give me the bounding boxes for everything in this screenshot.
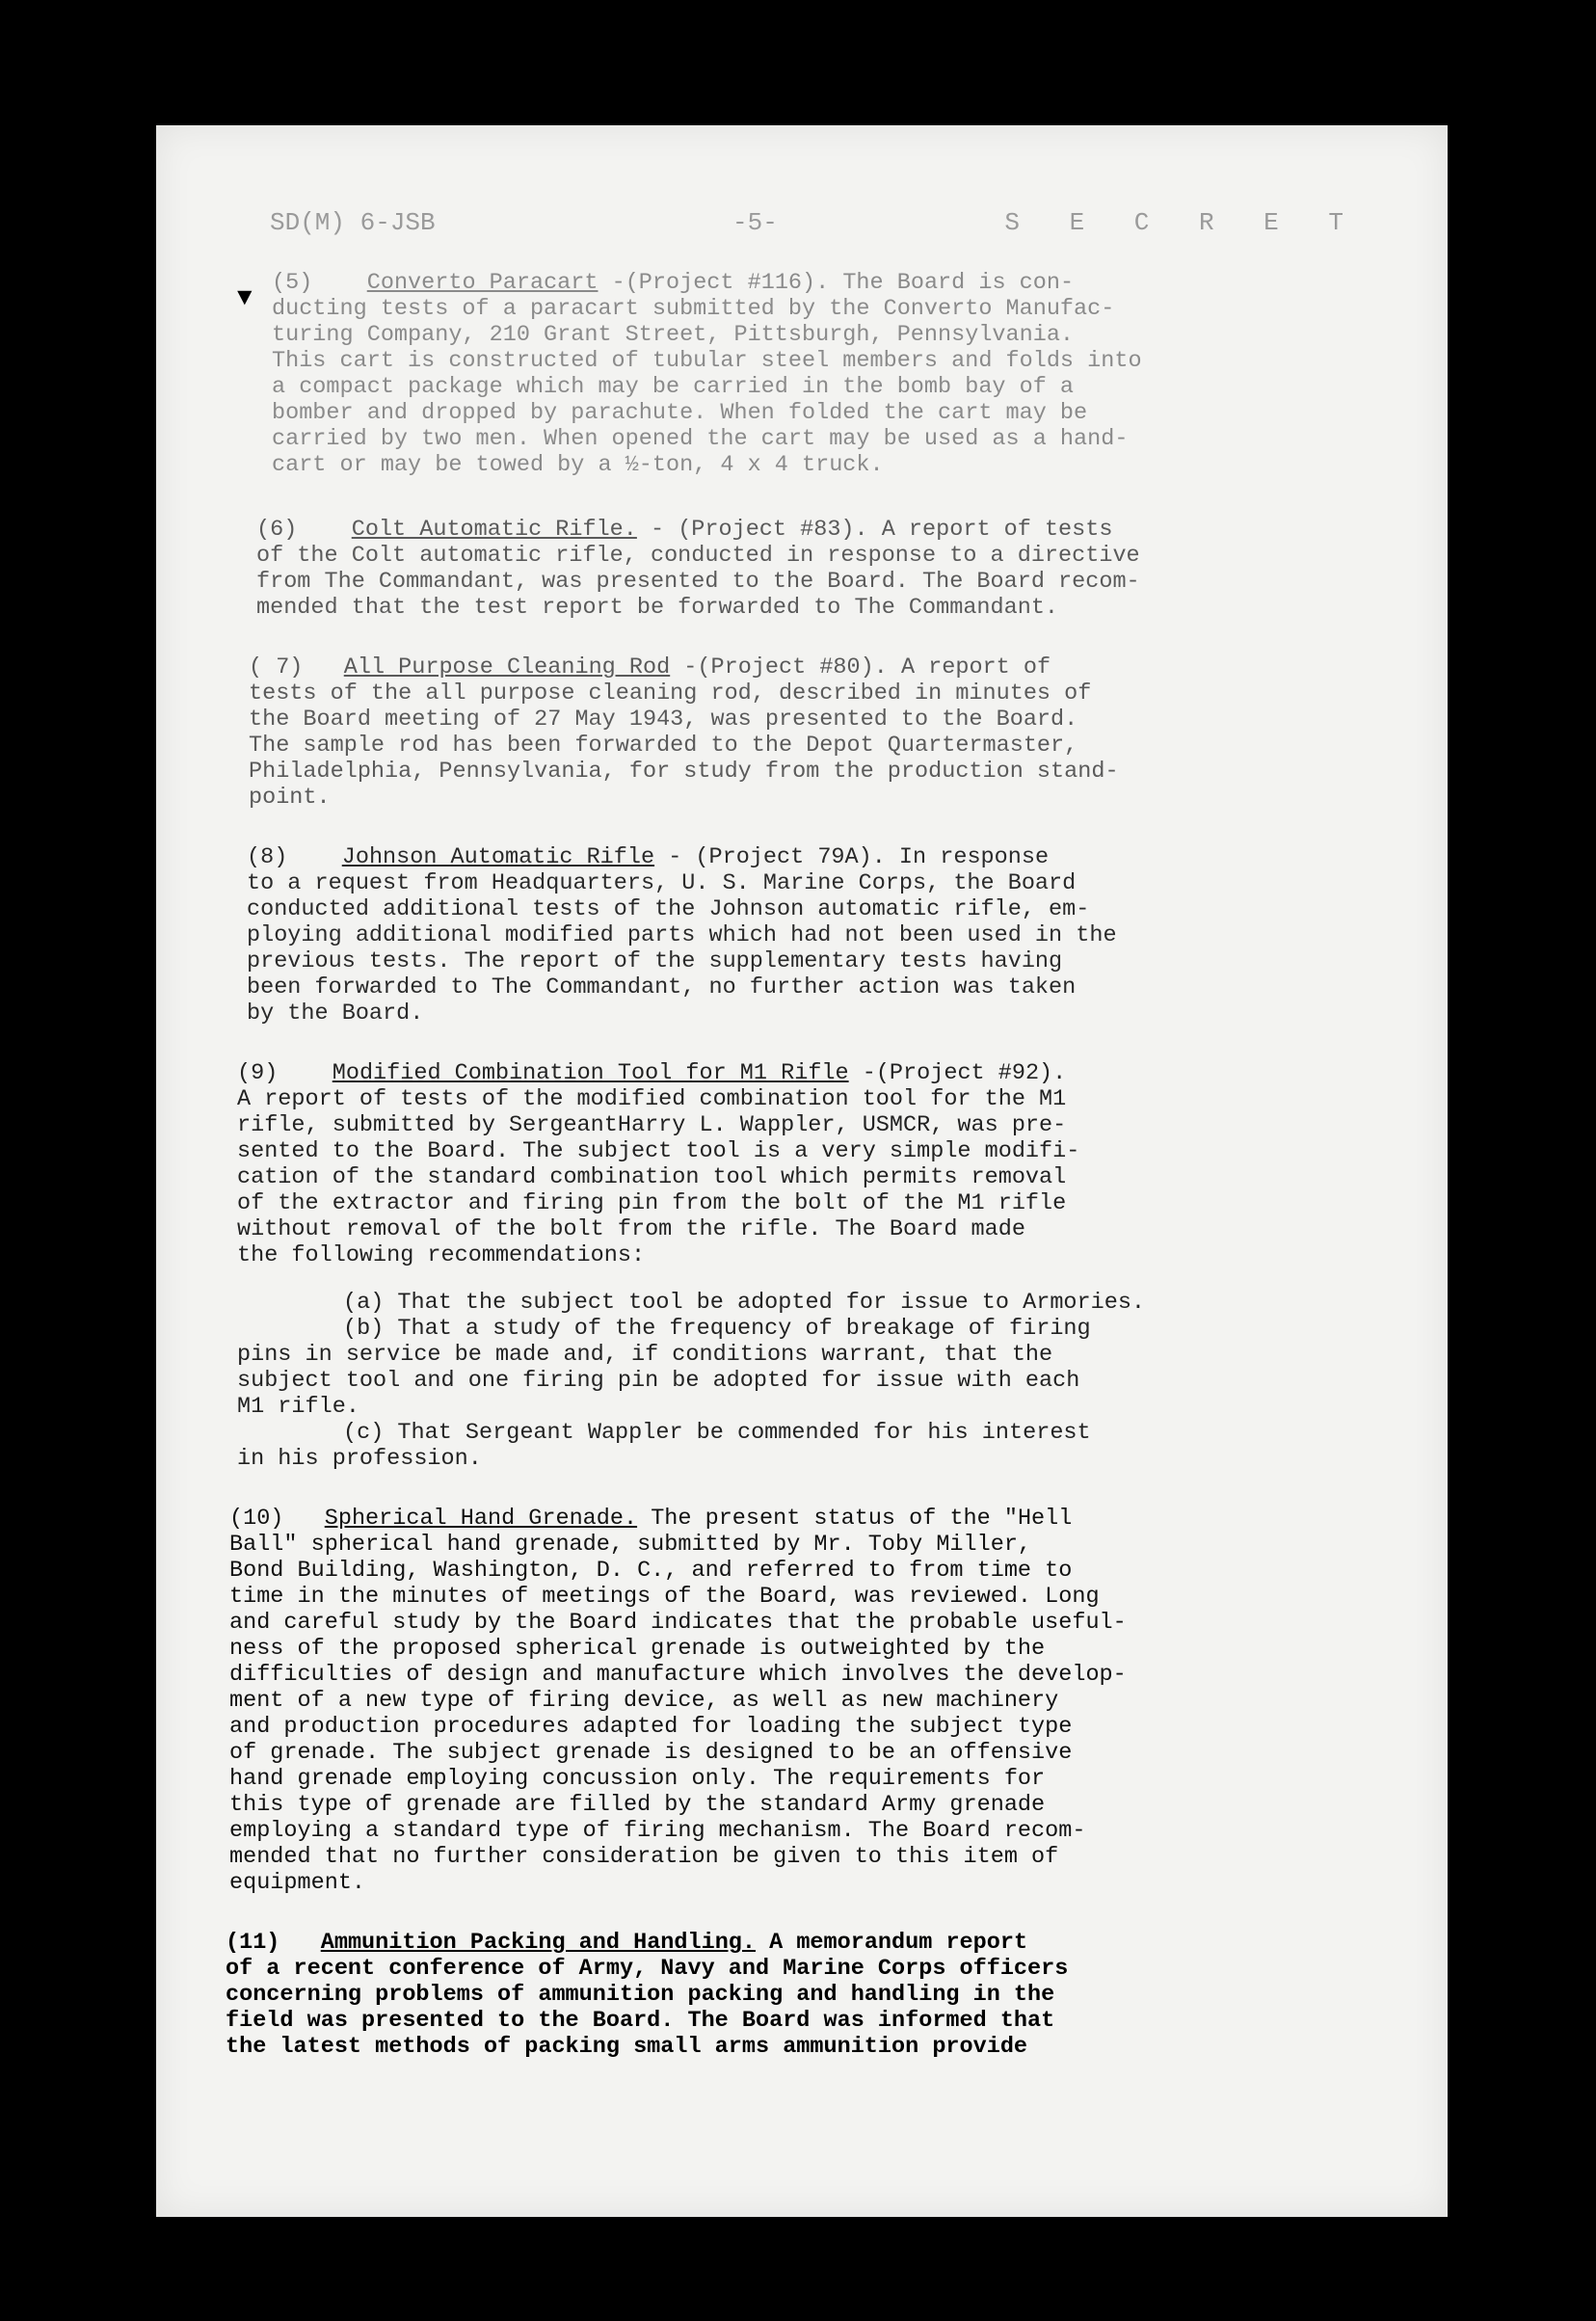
item-9-recommendations [237,1290,1384,1472]
text-line: bomber and dropped by parachute. When folded the cart may be [272,400,1088,426]
recommendation-a: (a) That the subject tool be adopted for issue to Armories. [343,1290,1146,1316]
text-line: point. [249,785,331,811]
text-line: this type of grenade are filled by the standard Army grenade [229,1792,1046,1818]
text-line: ducting tests of a paracart submitted by the Converto Manufac- [272,296,1115,322]
item-title: Colt Automatic Rifle. [351,517,637,543]
text-line: - (Project #83). A report of tests [636,517,1113,543]
text-line: carried by two men. When opened the cart may be used as a hand- [272,426,1129,452]
text-line: rifle, submitted by SergeantHarry L. Wappler, USMCR, was pre- [237,1112,1067,1138]
text-line: the following recommendations: [237,1242,646,1268]
item-number: ( 7) [249,654,304,680]
text-line: mended that no further consideration be given to this item of [229,1844,1059,1870]
item-title: Converto Paracart [366,270,598,296]
text-line: of a recent conference of Army, Navy and Marine Corps officers [226,1956,1069,1982]
text-line: mended that the test report be forwarded to The Commandant. [256,595,1059,621]
text-line: previous tests. The report of the supplementary tests having [247,948,1063,974]
text-line: the latest methods of packing small arms ammunition provide [226,2034,1028,2060]
text-line: time in the minutes of meetings of the Board, was reviewed. Long [229,1584,1100,1610]
text-line: -(Project #92). [848,1060,1067,1086]
text-line: difficulties of design and manufacture which involves the develop- [229,1662,1127,1688]
text-line: -(Project #80). A report of [670,654,1051,680]
text-line: of the Colt automatic rifle, conducted in response to a directive [256,543,1140,569]
text-line: to a request from Headquarters, U. S. Marine Corps, the Board [247,870,1077,896]
text-line: field was presented to the Board. The Board was informed that [226,2008,1055,2034]
recommendation-c: (c) That Sergeant Wappler be commended for his interest [343,1420,1091,1446]
text-line: by the Board. [247,1000,424,1027]
item-number: (5) [272,270,313,296]
recommendation-b: (b) That a study of the frequency of breakage of firing [343,1316,1091,1342]
text-line: conducted additional tests of the Johnson automatic rifle, em- [247,896,1090,922]
item-title: Modified Combination Tool for M1 Rifle [332,1060,849,1086]
item-number: (10) [229,1506,284,1532]
text-line: been forwarded to The Commandant, no further action was taken [247,974,1077,1000]
text-line: tests of the all purpose cleaning rod, described in minutes of [249,680,1092,707]
text-line: hand grenade employing concussion only. The requirements for [229,1766,1046,1792]
item-5 [237,270,1384,478]
item-title: Spherical Hand Grenade. [324,1506,638,1532]
text-line: employing a standard type of firing mechanism. The Board recom- [229,1818,1086,1844]
text-line: in his profession. [237,1446,482,1472]
text-line: and production procedures adapted for loading the subject type [229,1714,1073,1740]
item-6 [237,517,1384,621]
item-7 [237,654,1384,811]
text-line: equipment. [229,1870,366,1896]
text-line: ploying additional modified parts which had not been used in the [247,922,1117,948]
text-line: ness of the proposed spherical grenade is outweighted by the [229,1636,1046,1662]
item-9 [237,1060,1384,1268]
text-line: sented to the Board. The subject tool is a very simple modifi- [237,1138,1080,1164]
document-reference: SD(M) 6-JSB [270,208,436,237]
text-line: turing Company, 210 Grant Street, Pittsburgh, Pennsylvania. [272,322,1075,348]
classification-mark: S E C R E T [1004,208,1361,237]
text-line: cart or may be towed by a ½-ton, 4 x 4 truck. [272,452,884,478]
document-page [156,125,1448,2217]
text-line: Philadelphia, Pennsylvania, for study from the production stand- [249,759,1119,785]
text-line: pins in service be made and, if conditions warrant, that the [237,1342,1053,1368]
text-line: without removal of the bolt from the rifle. The Board made [237,1216,1025,1242]
text-line: from The Commandant, was presented to the Board. The Board recom- [256,569,1140,595]
item-number: (11) [226,1930,280,1956]
item-8 [237,844,1384,1027]
text-line: -(Project #116). The Board is con- [598,270,1075,296]
text-line: and careful study by the Board indicates that the probable useful- [229,1610,1127,1636]
item-title: All Purpose Cleaning Rod [343,654,671,680]
text-line: A memorandum report [756,1930,1028,1956]
text-line: of grenade. The subject grenade is designed to be an offensive [229,1740,1073,1766]
text-line: M1 rifle. [237,1394,359,1420]
text-line: The sample rod has been forwarded to the Depot Quartermaster, [249,733,1078,759]
text-line: cation of the standard combination tool which permits removal [237,1164,1067,1190]
page-number: -5- [732,208,778,237]
item-number: (8) [247,844,288,870]
text-line: a compact package which may be carried in the bomb bay of a [272,374,1075,400]
text-line: Bond Building, Washington, D. C., and referred to from time to [229,1558,1073,1584]
text-line: subject tool and one firing pin be adopted for issue with each [237,1368,1080,1394]
item-11 [226,1930,1384,2060]
document-body [226,270,1384,2094]
text-line: ment of a new type of firing device, as well as new machinery [229,1688,1059,1714]
arrow-marker-icon: ▼ [237,283,253,312]
item-title: Johnson Automatic Rifle [341,844,655,870]
text-line: of the extractor and firing pin from the bolt of the M1 rifle [237,1190,1067,1216]
item-10 [229,1506,1384,1896]
item-number: (9) [237,1060,279,1086]
text-line: This cart is constructed of tubular steel members and folds into [272,348,1142,374]
text-line: the Board meeting of 27 May 1943, was presented to the Board. [249,707,1078,733]
item-number: (6) [256,517,298,543]
text-line: Ball" spherical hand grenade, submitted by Mr. Toby Miller, [229,1532,1032,1558]
text-line: - (Project 79A). In response [654,844,1050,870]
text-line: The present status of the "Hell [637,1506,1073,1532]
page-header [270,208,1390,247]
text-line: A report of tests of the modified combination tool for the M1 [237,1086,1067,1112]
text-line: concerning problems of ammunition packing and handling in the [226,1982,1055,2008]
item-title: Ammunition Packing and Handling. [320,1930,757,1956]
